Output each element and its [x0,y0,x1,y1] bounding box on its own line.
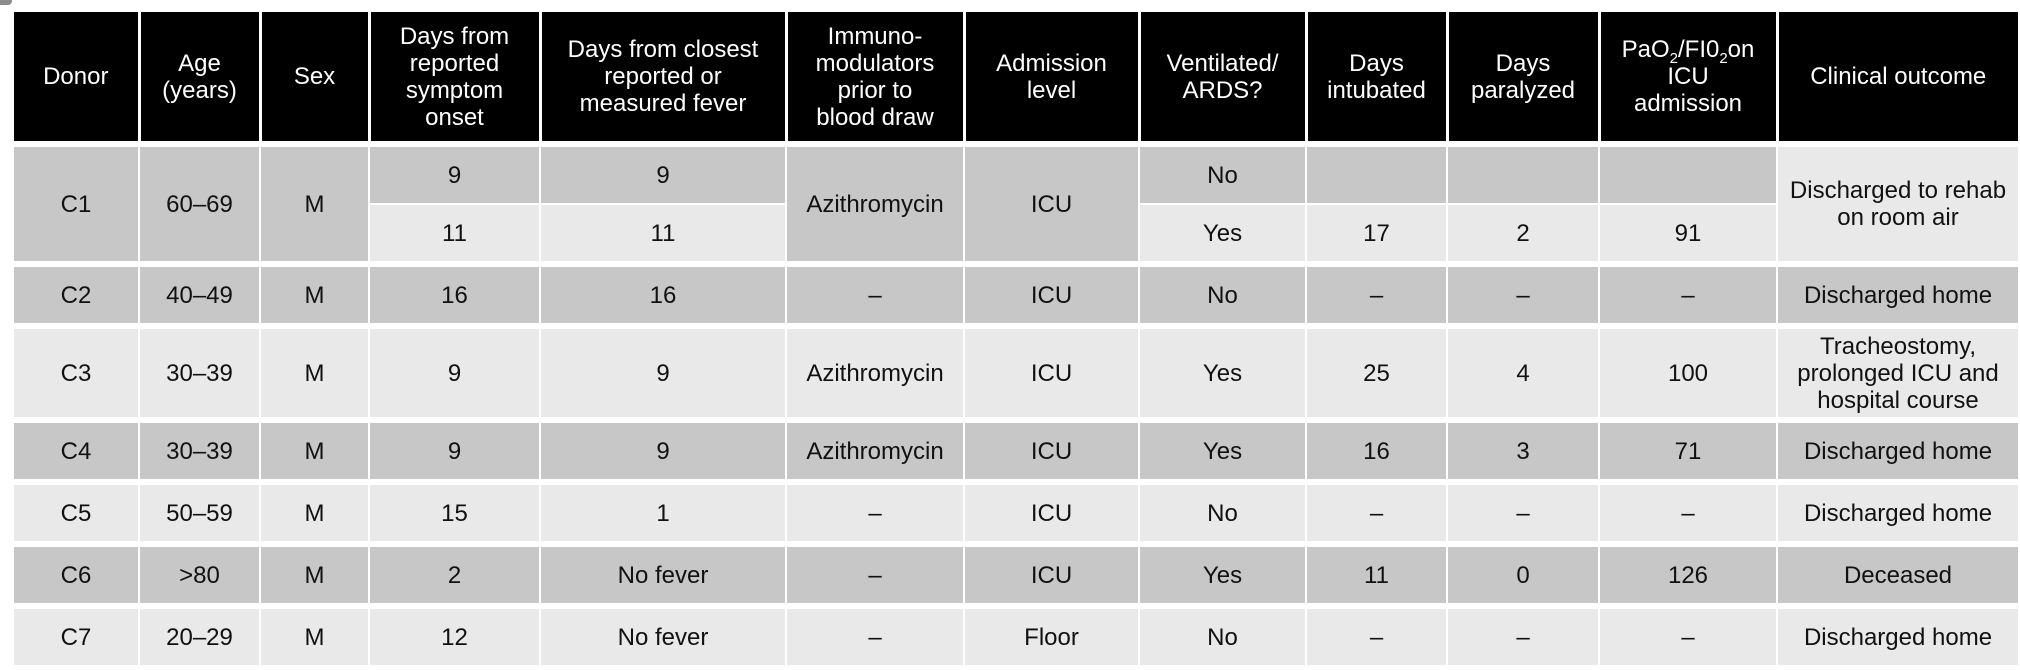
table-row [14,264,2018,326]
cell-ventilated: Yes [1139,420,1306,482]
cell-onset: 15 [369,482,540,544]
cell-pao2: 91 [1599,204,1777,264]
table-row [14,482,2018,544]
header-days-fever [540,12,786,144]
cell-sex: M [260,420,369,482]
cell-donor: C6 [14,544,139,606]
cell-fever: 9 [540,144,786,204]
cell-donor: C7 [14,606,139,666]
header-sex [260,12,369,144]
cell-pao2: 71 [1599,420,1777,482]
header-days-paralyzed [1447,12,1599,144]
table-row [14,606,2018,666]
header-line: prior to [837,76,913,104]
header-line: Days [1495,49,1551,77]
header-line: intubated [1327,76,1426,104]
cell-immunomodulators: – [786,264,964,326]
header-line: Days [1349,49,1404,77]
cell-outcome: Discharged home [1777,606,2018,666]
header-age-line: Age [178,49,221,77]
cell-donor: C4 [14,420,139,482]
cell-immunomodulators: – [786,482,964,544]
header-line: admission [1633,90,1743,117]
cell-onset: 9 [369,420,540,482]
cell-age: 30–39 [139,326,260,420]
header-line: Ventilated/ [1166,49,1279,77]
cell-paralyzed: 2 [1447,204,1599,264]
outcome-line: hospital course [1817,386,1979,414]
cell-outcome [1777,144,2018,264]
table-row [14,420,2018,482]
cell-age: 40–49 [139,264,260,326]
header-line: Immuno- [827,22,923,50]
header-line: measured fever [579,90,747,117]
cell-sex: M [260,544,369,606]
cell-paralyzed: 0 [1447,544,1599,606]
cell-ventilated: No [1139,482,1306,544]
header-line: ICU [1667,63,1709,90]
header-pao2-text: PaO [1621,36,1670,63]
corner-mark [0,0,12,5]
cell-outcome [1777,326,2018,420]
cell-donor: C2 [14,264,139,326]
cell-outcome: Discharged home [1777,264,2018,326]
header-line: modulators [815,49,935,77]
cell-immunomodulators: Azithromycin [786,144,964,264]
outcome-line: on room air [1837,204,1959,231]
header-line: Days from closest [567,36,759,63]
cell-pao2: 100 [1599,326,1777,420]
header-donor [14,12,139,144]
cell-intubated: 11 [1306,544,1447,606]
cell-ventilated: No [1139,606,1306,666]
cell-fever: 11 [540,204,786,264]
cell-pao2 [1599,144,1777,204]
cell-sex: M [260,144,369,264]
cell-age: 20–29 [139,606,260,666]
header-age-line: (years) [162,76,237,104]
header-row [14,12,2018,144]
cell-onset: 9 [369,144,540,204]
cell-paralyzed: – [1447,482,1599,544]
cell-admission: ICU [964,264,1139,326]
table-header [14,12,2018,144]
cell-paralyzed: 4 [1447,326,1599,420]
cell-age: 60–69 [139,144,260,264]
cell-intubated: – [1306,264,1447,326]
header-pao2-fio2 [1599,12,1777,144]
cell-admission: ICU [964,544,1139,606]
cell-ventilated: Yes [1139,326,1306,420]
header-line: Admission [996,49,1107,77]
cell-sex: M [260,264,369,326]
header-line: reported [409,49,500,77]
cell-intubated: – [1306,606,1447,666]
table-row [14,326,2018,420]
cell-onset: 2 [369,544,540,606]
cell-donor: C3 [14,326,139,420]
header-admission-level [964,12,1139,144]
cell-fever: No fever [540,544,786,606]
cell-pao2: 126 [1599,544,1777,606]
outcome-line: Discharged to rehab [1789,177,2007,204]
header-line: reported or [604,63,722,90]
cell-donor: C5 [14,482,139,544]
cell-paralyzed [1447,144,1599,204]
cell-pao2: – [1599,606,1777,666]
cell-outcome: Discharged home [1777,420,2018,482]
cell-onset: 16 [369,264,540,326]
cell-paralyzed: – [1447,606,1599,666]
header-line: onset [425,103,484,131]
header-line: level [1026,76,1077,104]
cell-intubated: 16 [1306,420,1447,482]
cell-age: 50–59 [139,482,260,544]
table-row [14,544,2018,606]
header-line: symptom [405,76,504,104]
header-age [139,12,260,144]
cell-outcome: Discharged home [1777,482,2018,544]
outcome-line: prolonged ICU and [1797,359,1999,387]
cell-onset: 9 [369,326,540,420]
table-row [14,144,2018,204]
cell-intubated: 25 [1306,326,1447,420]
cell-immunomodulators: – [786,606,964,666]
cell-intubated: – [1306,482,1447,544]
header-immunomodulators [786,12,964,144]
cell-onset: 12 [369,606,540,666]
cell-admission: ICU [964,326,1139,420]
cell-ventilated: No [1139,264,1306,326]
header-subscript: 2 [1719,49,1728,67]
header-days-intubated [1306,12,1447,144]
cell-ventilated: No [1139,144,1306,204]
header-outcome-text: Clinical outcome [1810,63,1987,90]
header-pao2-text: /FI0 [1677,36,1720,63]
cell-outcome: Deceased [1777,544,2018,606]
cell-immunomodulators: Azithromycin [786,420,964,482]
cell-immunomodulators: Azithromycin [786,326,964,420]
cell-ventilated: Yes [1139,204,1306,264]
cell-immunomodulators: – [786,544,964,606]
cell-pao2: – [1599,482,1777,544]
header-donor-text: Donor [43,63,109,90]
cell-sex: M [260,482,369,544]
cell-intubated: 17 [1306,204,1447,264]
cell-onset: 11 [369,204,540,264]
cell-fever: 9 [540,326,786,420]
header-sex-text: Sex [293,63,336,90]
header-clinical-outcome [1777,12,2018,144]
cell-age: >80 [139,544,260,606]
cell-admission: ICU [964,420,1139,482]
header-days-symptom-onset [369,12,540,144]
cell-sex: M [260,326,369,420]
donor-clinical-table [14,12,2018,667]
header-ventilated [1139,12,1306,144]
cell-age: 30–39 [139,420,260,482]
header-line: paralyzed [1470,76,1576,104]
cell-sex: M [260,606,369,666]
cell-pao2: – [1599,264,1777,326]
header-subscript: 2 [1669,49,1678,67]
outcome-line: Tracheostomy, [1819,332,1977,360]
header-line: blood draw [816,103,934,131]
header-pao2-text: on [1727,36,1755,63]
cell-fever: 16 [540,264,786,326]
cell-admission: ICU [964,482,1139,544]
cell-paralyzed: – [1447,264,1599,326]
table-body [14,144,2018,666]
cell-paralyzed: 3 [1447,420,1599,482]
cell-intubated [1306,144,1447,204]
cell-admission: ICU [964,144,1139,264]
cell-donor: C1 [14,144,139,264]
cell-admission: Floor [964,606,1139,666]
cell-fever: 1 [540,482,786,544]
header-line: Days from [399,22,510,50]
cell-fever: No fever [540,606,786,666]
cell-fever: 9 [540,420,786,482]
header-line: ARDS? [1182,76,1263,104]
cell-ventilated: Yes [1139,544,1306,606]
